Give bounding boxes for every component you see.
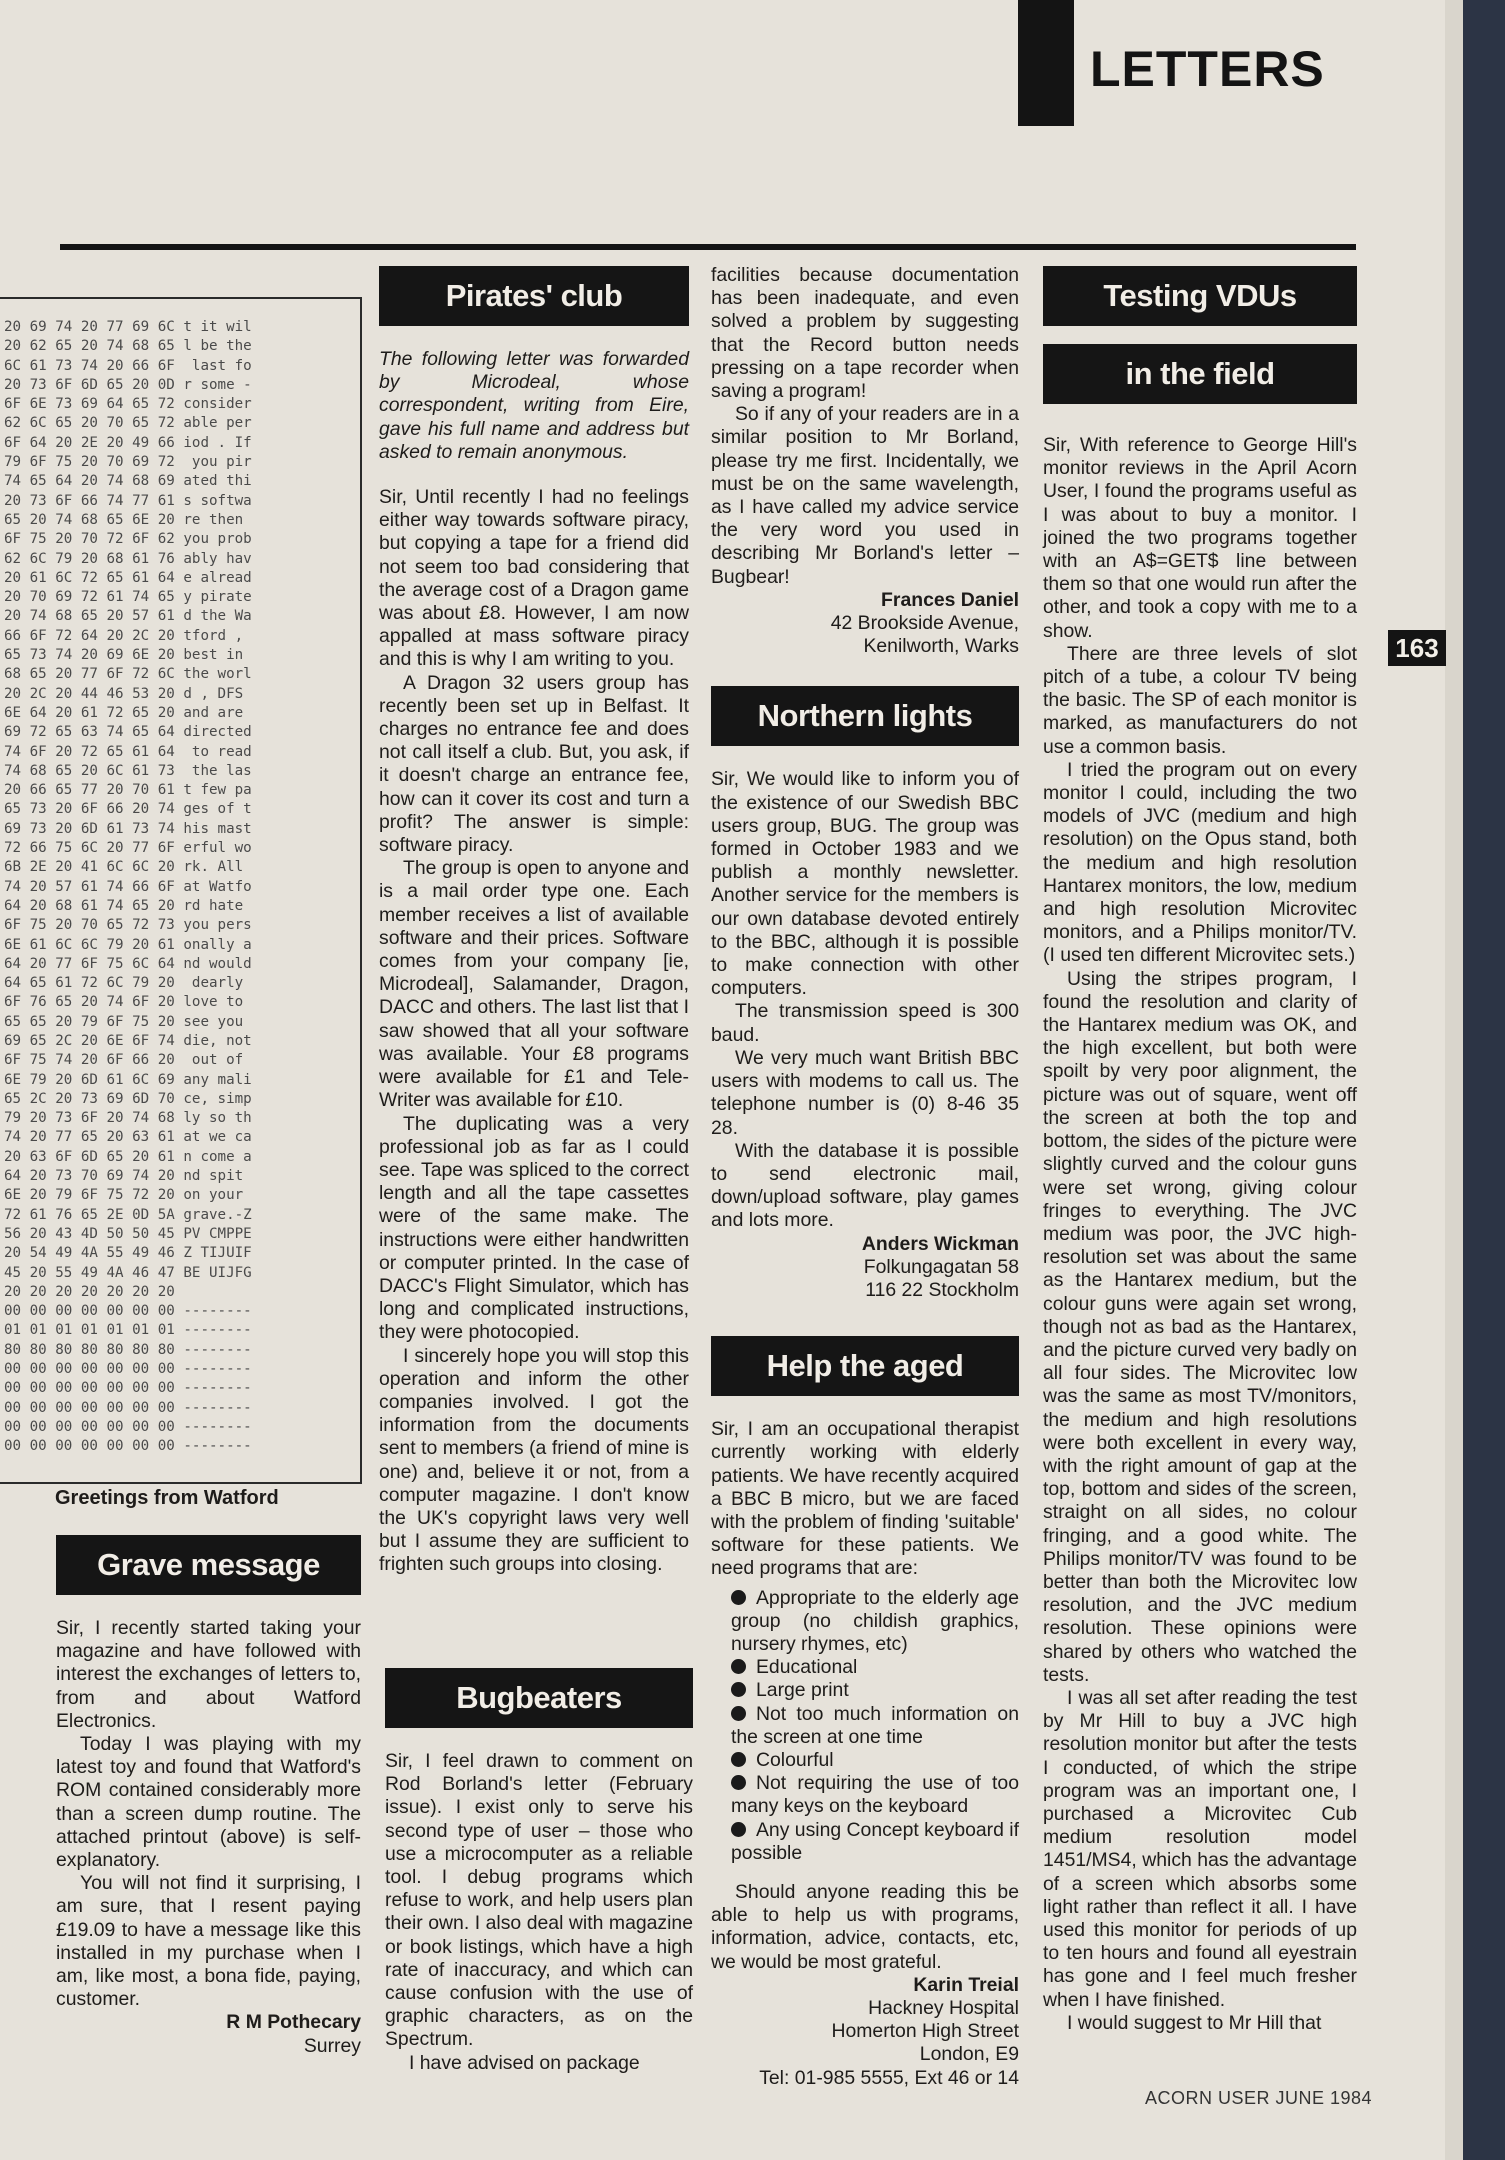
list-item-text: Large print	[756, 1679, 849, 1702]
pirates-intro: The following letter was forwarded by Microdeal, whose correspondent, writing from Eire, gave his full name and address but asked to remain anonymous.	[379, 348, 689, 463]
dump-line: 6B 2E 20 41 6C 6C 20 rk. All	[4, 859, 252, 876]
dump-line: 64 20 73 70 69 74 20 nd spit	[4, 1168, 252, 1185]
dump-line: 69 72 65 63 74 65 64 directed	[4, 724, 252, 741]
sig-name: R M Pothecary	[226, 2011, 361, 2034]
grave-para: You will not find it surprising, I am sure, that I resent paying £19.09 to have a message like this installed in my purchase when I am, like most, a bona fide, paying, customer.	[56, 1872, 361, 2011]
dump-line: 00 00 00 00 00 00 00 --------	[4, 1438, 252, 1455]
dump-line: 74 6F 20 72 65 61 64 to read	[4, 743, 252, 760]
aged-para: Should anyone reading this be able to help us with programs, information, advice, contacts, etc, we would be most grateful.	[711, 1880, 1019, 1973]
vdus-para: I tried the program out on every monitor I could, including the two models of JVC (medium and high resolution) on the Opus stand, both the medium and high resolution Hantarex monitors, the low, medium and high resolution Microvitec monitors, and a Philips monitor/TV. (I used ten different Microvitec sets.)	[1043, 758, 1357, 967]
dump-line: 20 74 68 65 20 57 61 d the Wa	[4, 608, 252, 625]
dump-line: 01 01 01 01 01 01 01 --------	[4, 1322, 252, 1339]
sig-address: Hackney Hospital	[868, 1997, 1019, 2019]
vdus-para: I would suggest to Mr Hill that	[1067, 2011, 1322, 2034]
dump-line: 6F 76 65 20 74 6F 20 love to	[4, 994, 252, 1011]
list-item	[725, 1749, 1019, 1772]
dump-line: 20 69 74 20 77 69 6C t it wil	[4, 319, 252, 335]
pirates-letter	[379, 266, 689, 1577]
vdus-para: Using the stripes program, I found the resolution and clarity of the Hantarex medium was OK, and the high excellent, but both were spoilt by very poor alignment, the picture was out of square, went off the screen at both the top and bottom, the sides of the picture were slightly curved and the colour guns were set wrong, giving colour fringes to everything. The JVC medium was poor, the JVC high-resolution set was about the same as the Hantarex medium, but the colour guns were again set wrong, though not as bad as the Hantarex, and the picture curved very badly on all four sides. The Microvitec low was the same as most TV/monitors, the medium and high resolutions were both excellent in every way, with the right amount of gap at the top, bottom and sides of the screen, straight on all sides, no colour fringing, and a good white. The Philips monitor/TV was found to be better than both the Microvitec low resolution, and the JVC medium resolution. These opinions were shared by others who watched the tests.	[1043, 967, 1357, 1686]
grave-para: Sir, I recently started taking your magazine and have followed with interest the exchanges of letters to, from and about Watford Electronics.	[56, 1617, 361, 1732]
vdus-para: There are three levels of slot pitch of a tube, a colour TV being the basic. The SP of each monitor is marked, as manufacturers do not use a common basis.	[1043, 642, 1357, 758]
sig-address: London, E9	[919, 2043, 1019, 2066]
dump-line: 6F 75 20 70 72 6F 62 you prob	[4, 531, 252, 548]
bugbeaters-para: I have advised on package	[409, 2051, 640, 2074]
dump-line: 6F 6E 73 69 64 65 72 consider	[4, 396, 252, 413]
dump-line: 65 2C 20 73 69 6D 70 ce, simp	[4, 1090, 252, 1107]
bullet-icon	[731, 1706, 746, 1721]
dump-line: 66 6F 72 64 20 2C 20 tford ,	[4, 627, 252, 644]
sig-name: Frances Daniel	[881, 588, 1019, 611]
pirates-heading: Pirates' club	[379, 266, 689, 326]
bugbeaters-continued	[711, 264, 1019, 2090]
dump-line: 00 00 00 00 00 00 00 --------	[4, 1361, 252, 1378]
dump-line: 65 73 20 6F 66 20 74 ges of t	[4, 801, 252, 818]
dump-line: 20 66 65 77 20 70 61 t few pa	[4, 782, 252, 799]
pirates-para: The duplicating was a very professional job as far as I could see. Tape was spliced to the correct length and all the tape cassettes were of the same make. The instructions were either handwritten or computer printed. In the case of DACC's Flight Simulator, which has long and complicated instructions, they were photocopied.	[379, 1112, 689, 1344]
dump-line: 65 73 74 20 69 6E 20 best in	[4, 647, 252, 664]
dump-line: 6E 79 20 6D 61 6C 69 any mali	[4, 1071, 252, 1088]
bullet-icon	[731, 1822, 746, 1837]
dump-line: 64 20 68 61 74 65 20 rd hate	[4, 897, 252, 914]
list-item	[725, 1703, 1019, 1749]
bugbeaters-heading: Bugbeaters	[385, 1668, 693, 1728]
dump-line: 20 54 49 4A 55 49 46 Z TIJUIF	[4, 1245, 252, 1262]
dump-line: 79 6F 75 20 70 69 72 you pir	[4, 454, 252, 471]
list-item-text: Not requiring the use of too many keys on the keyboard	[731, 1772, 1019, 1818]
bugbeaters-signature	[711, 589, 1019, 659]
sig-address: Homerton High Street	[831, 2020, 1019, 2043]
pirates-para: Sir, Until recently I had no feelings either way towards software piracy, but copying a tape for a friend did not seem too bad considering that the average cost of a Dragon game was about £8. However, I am now appalled at mass software piracy and this is why I am writing to you.	[379, 486, 689, 671]
printout-dump	[4, 318, 252, 1457]
grave-signature	[56, 2011, 361, 2057]
page-footer: ACORN USER JUNE 1984	[1145, 2088, 1373, 2108]
sig-address: 42 Brookside Avenue,	[830, 612, 1019, 635]
aged-para: Sir, I am an occupational therapist currently working with elderly patients. We have recently acquired a BBC B micro, but we are faced with the problem of finding 'suitable' software for these patients. We need programs that are:	[711, 1418, 1019, 1580]
dump-line: 6E 64 20 61 72 65 20 and are	[4, 704, 252, 721]
dump-line: 79 20 73 6F 20 74 68 ly so th	[4, 1110, 252, 1127]
dump-line: 62 6C 65 20 70 65 72 able per	[4, 415, 252, 432]
grave-letter	[56, 1535, 361, 2058]
list-item-text: Not too much information on the screen at one time	[731, 1702, 1019, 1748]
dump-line: 6F 75 74 20 6F 66 20 out of	[4, 1052, 252, 1069]
header-rule	[60, 244, 1356, 250]
dump-line: 20 73 6F 66 74 77 61 s softwa	[4, 492, 252, 509]
aged-signature	[711, 1974, 1019, 2090]
bullet-icon	[731, 1775, 746, 1790]
list-item-text: Colourful	[756, 1748, 834, 1771]
dump-line: 68 65 20 77 6F 72 6C the worl	[4, 666, 252, 683]
sig-address: Folkungagatan 58	[863, 1255, 1019, 1278]
dump-line: 72 61 76 65 2E 0D 5A grave.-Z	[4, 1206, 252, 1223]
list-item	[725, 1679, 1019, 1702]
dump-line: 20 20 20 20 20 20 20	[4, 1283, 244, 1300]
sig-address: Tel: 01-985 5555, Ext 46 or 14	[759, 2066, 1019, 2089]
dump-line: 62 6C 79 20 68 61 76 ably hav	[4, 550, 252, 567]
page-edge	[1463, 0, 1505, 2160]
northern-heading: Northern lights	[711, 686, 1019, 746]
dump-line: 56 20 43 4D 50 50 45 PV CMPPE	[4, 1225, 252, 1242]
grave-para: Today I was playing with my latest toy and found that Watford's ROM contained considerably more than a screen dump routine. The attached printout (above) is self-explanatory.	[56, 1733, 361, 1872]
northern-para: We very much want British BBC users with modems to call us. The telephone number is (0) 8-46 35 28.	[711, 1046, 1019, 1139]
dump-line: 74 20 57 61 74 66 6F at Watfo	[4, 878, 252, 895]
section-title: LETTERS	[1090, 41, 1325, 97]
sig-address: Kenilworth, Warks	[863, 635, 1019, 658]
dump-line: 74 65 64 20 74 68 69 ated thi	[4, 473, 252, 490]
printout-caption: Greetings from Watford	[55, 1487, 279, 1509]
list-item-text: Appropriate to the elderly age group (no childish graphics, nursery rhymes, etc)	[731, 1586, 1019, 1655]
sig-address: 116 22 Stockholm	[865, 1278, 1019, 1301]
vdus-para: Sir, With reference to George Hill's monitor reviews in the April Acorn User, I found the programs useful as I was about to buy a monitor. I joined the two programs together with an A$=GET$ line between them so that one would run after the other, and took a copy with me to a show.	[1043, 434, 1357, 642]
vdus-letter	[1043, 266, 1357, 2035]
dump-line: 20 62 65 20 74 68 65 l be the	[4, 338, 252, 355]
dump-line: 20 61 6C 72 65 61 64 e alread	[4, 569, 252, 586]
bugbeaters-letter	[385, 1668, 693, 2075]
dump-line: 6E 61 6C 6C 79 20 61 onally a	[4, 936, 252, 953]
list-item	[725, 1587, 1019, 1657]
pirates-para: I sincerely hope you will stop this operation and inform the other companies involved. I got the information from the documents sent to members (a friend of mine is one) and, believe it or not, from a computer magazine. I don't know the UK's copyright laws very well but I assume they are sufficient to frighten such groups into closing.	[379, 1344, 689, 1576]
pirates-para: A Dragon 32 users group has recently been set up in Belfast. It charges no entrance fee and does not call itself a club. But, you ask, if it doesn't charge an entrance fee, how can it cover its cost and turn a profit? The answer is simple: software piracy.	[379, 671, 689, 857]
dump-line: 00 00 00 00 00 00 00 --------	[4, 1380, 252, 1397]
page-gutter	[1445, 0, 1463, 2160]
list-item	[725, 1656, 1019, 1679]
dump-line: 45 20 55 49 4A 46 47 BE UIJFG	[4, 1264, 252, 1281]
dump-line: 69 65 2C 20 6E 6F 74 die, not	[4, 1032, 252, 1049]
dump-line: 00 00 00 00 00 00 00 --------	[4, 1418, 252, 1435]
northern-para: Sir, We would like to inform you of the existence of our Swedish BBC users group, BUG. The group was formed in October 1983 and we publish a monthly newsletter. Another service for the members is our own database devoted entirely to the BBC, although it is possible to make connection with other computers.	[711, 768, 1019, 1000]
list-item	[725, 1772, 1019, 1818]
sig-place: Surrey	[303, 2034, 361, 2057]
dump-line: 20 70 69 72 61 74 65 y pirate	[4, 589, 252, 606]
list-item-text: Educational	[756, 1656, 858, 1679]
dump-line: 00 00 00 00 00 00 00 --------	[4, 1303, 252, 1320]
northern-signature	[711, 1233, 1019, 1303]
dump-line: 64 65 61 72 6C 79 20 dearly	[4, 975, 252, 992]
dump-line: 80 80 80 80 80 80 80 --------	[4, 1341, 252, 1358]
bullet-icon	[731, 1590, 746, 1605]
dump-line: 74 68 65 20 6C 61 73 the las	[4, 762, 252, 779]
sig-name: Karin Treial	[913, 1973, 1019, 1996]
northern-para: The transmission speed is 300 baud.	[711, 1000, 1019, 1046]
dump-line: 20 2C 20 44 46 53 20 d , DFS	[4, 685, 252, 702]
vdus-heading: Testing VDUs	[1043, 266, 1357, 326]
dump-line: 6F 64 20 2E 20 49 66 iod . If	[4, 434, 252, 451]
vdus-subheading: in the field	[1043, 344, 1357, 404]
dump-line: 00 00 00 00 00 00 00 --------	[4, 1399, 252, 1416]
bugbeaters-para: facilities because documentation has been inadequate, and even solved a problem by suggesting that the Record button needs pressing on a tape recorder when saving a program!	[711, 264, 1019, 403]
aged-heading: Help the aged	[711, 1336, 1019, 1396]
bugbeaters-para: So if any of your readers are in a similar position to Mr Borland, please try me first. Incidentally, we must be on the same wavelength, as I have called my advice service the very word you used in describing Mr Borland's letter – Bugbear!	[711, 403, 1019, 588]
page-number: 163	[1388, 630, 1446, 666]
dump-line: 20 73 6F 6D 65 20 0D r some -	[4, 376, 252, 393]
dump-line: 6F 75 20 70 65 72 73 you pers	[4, 917, 252, 934]
dump-line: 6E 20 79 6F 75 72 20 on your	[4, 1187, 252, 1204]
aged-list	[711, 1587, 1019, 1865]
header-block	[1018, 0, 1074, 126]
bugbeaters-para: Sir, I feel drawn to comment on Rod Borland's letter (February issue). I exist only to serve his second type of user – those who use a microcomputer as a reliable tool. I debug programs which refuse to work, and help users plan their own. I also deal with magazine or book listings, which have a high rate of inaccuracy, and which can cause confusion with the use of graphic characters, as on the Spectrum.	[385, 1750, 693, 2051]
bullet-icon	[731, 1752, 746, 1767]
dump-line: 74 20 77 65 20 63 61 at we ca	[4, 1129, 252, 1146]
sig-name: Anders Wickman	[861, 1232, 1019, 1255]
list-item-text: Any using Concept keyboard if possible	[731, 1818, 1020, 1864]
bullet-icon	[731, 1659, 746, 1674]
grave-heading: Grave message	[56, 1535, 361, 1595]
dump-line: 20 63 6F 6D 65 20 61 n come a	[4, 1148, 252, 1165]
list-item	[725, 1819, 1019, 1865]
dump-line: 64 20 77 6F 75 6C 64 nd would	[4, 955, 252, 972]
dump-line: 65 65 20 79 6F 75 20 see you	[4, 1013, 252, 1030]
dump-line: 72 66 75 6C 20 77 6F erful wo	[4, 840, 252, 857]
bullet-icon	[731, 1682, 746, 1697]
dump-line: 65 20 74 68 65 6E 20 re then	[4, 511, 252, 528]
dump-line: 6C 61 73 74 20 66 6F last fo	[4, 357, 252, 374]
vdus-para: I was all set after reading the test by Mr Hill to buy a JVC high resolution monitor but after the tests I conducted, of which the stripe program was an important one, I purchased a Microvitec Cub medium resolution model 1451/MS4, which has the advantage of a screen which absorbs some light rather than reflect it all. I have used this monitor for periods of up to ten hours and found all eyestrain has gone and I feel much fresher when I have finished.	[1043, 1686, 1357, 2011]
pirates-para: The group is open to anyone and is a mail order type one. Each member receives a list of available software and their prices. Software comes from your company [ie, Microdeal], Salamander, Dragon, DACC and others. The last list that I saw showed that all your software was available. Your £8 programs were available for £1 and Tele-Writer was available for £10.	[379, 857, 689, 1112]
northern-para: With the database it is possible to send electronic mail, down/upload software, play games and lots more.	[711, 1139, 1019, 1232]
dump-line: 69 73 20 6D 61 73 74 his mast	[4, 820, 252, 837]
